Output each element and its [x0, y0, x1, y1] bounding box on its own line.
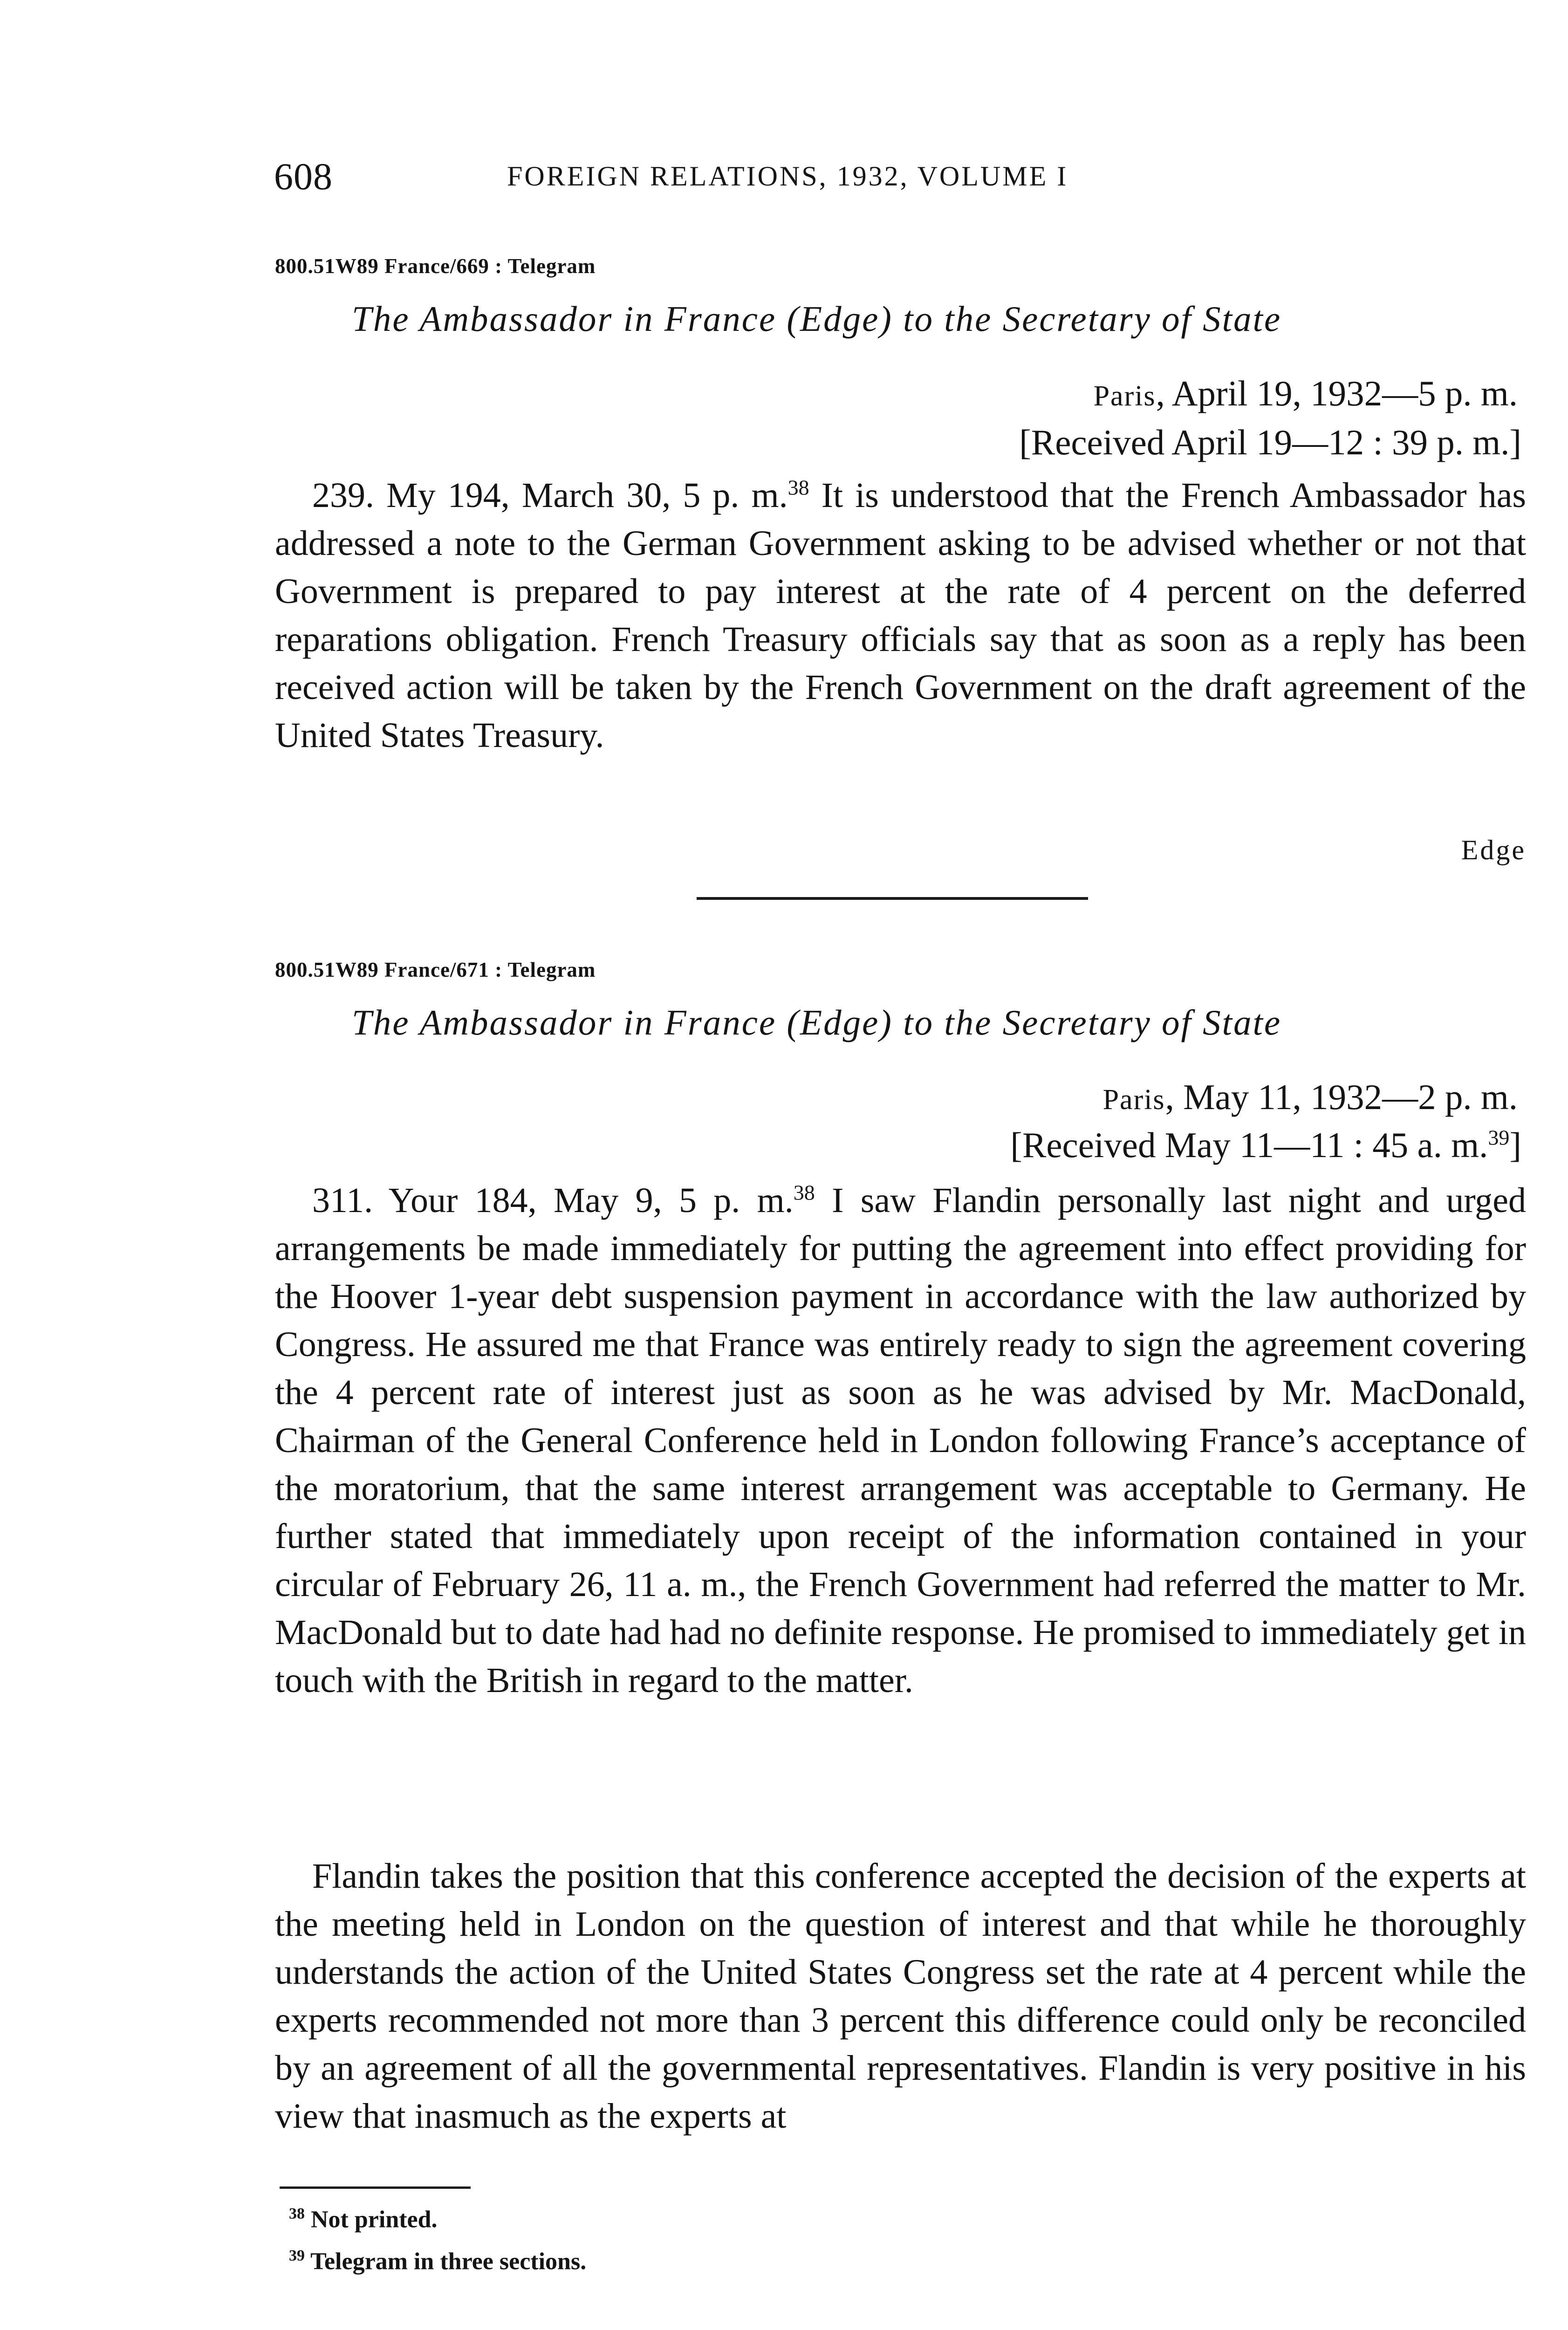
- paragraph-lead-2: 311. Your 184, May 9, 5 p. m.: [312, 1181, 794, 1220]
- received-text-2: [Received May 11—11 : 45 a. m.: [1010, 1125, 1488, 1165]
- received-line-2: [1010, 1124, 1521, 1166]
- running-head: FOREIGN RELATIONS, 1932, VOLUME I: [507, 161, 1068, 192]
- signature-1: Edge: [1461, 835, 1526, 865]
- footnote-39: [289, 2238, 586, 2280]
- footnotes: [289, 2196, 586, 2280]
- paragraph-body-2: I saw Flandin personally last night and urged arrangements be made immediately for putting the agreement into effect providing for the Hoover 1-year debt suspension payment in accordance with the law authorized by Congress. He assured me that France was entirely ready to sign the agreement covering the 4 percent rate of interest just as soon as he was advised by Mr. MacDonald, Chairman of the General Conference held in London following France’s acceptance of the moratorium, that the same interest arrangement was acceptable to Germany. He further stated that immediately upon receipt of the information contained in your circular of February 26, 11 a. m., the French Government had referred the matter to Mr. MacDonald but to date had had no definite response. He promised to immediately get in touch with the British in regard to the matter.: [275, 1181, 1527, 1700]
- dateline-2: [1103, 1076, 1518, 1118]
- footnote-text-39: Telegram in three sections.: [310, 2248, 587, 2275]
- footnote-ref-39: 39: [1488, 1125, 1510, 1150]
- page-header: [274, 155, 1532, 206]
- footnote-mark-39: 39: [289, 2247, 305, 2265]
- paragraph-lead-1: 239. My 194, March 30, 5 p. m.: [312, 476, 788, 515]
- dateline-place-1: Paris: [1093, 380, 1156, 412]
- page-number: 608: [274, 155, 333, 198]
- paragraph-body-1: It is understood that the French Ambassador has addressed a note to the German Government asking to be advised whether or not that Government is prepared to pay interest at the rate of 4 percent on the deferred reparations obligation. French Treasury officials say that as soon as a reply has been received action will be taken by the French Government on the draft agreement of the United States Treasury.: [275, 476, 1526, 755]
- telegram-paragraph-3: Flandin takes the position that this conference accepted the decision of the experts at the meeting held in London on the question of interest and that while he thoroughly understands the action of the United States Congress set the rate at 4 percent while the experts recommended not more than 3 percent this difference could only be reconciled by an agreement of all the governmental representatives. Flandin is very positive in his view that inasmuch as the experts at: [275, 1857, 1526, 2136]
- dateline-1: [1094, 373, 1518, 414]
- document-title-2: The Ambassador in France (Edge) to the Secretary of State: [352, 1002, 1282, 1042]
- dateline-place-2: Paris: [1102, 1084, 1165, 1116]
- section-divider: [697, 897, 1088, 900]
- footnote-ref-38: 38: [787, 475, 809, 500]
- document-title-1: The Ambassador in France (Edge) to the Secretary of State: [352, 299, 1282, 339]
- received-line-1: [Received April 19—12 : 39 p. m.]: [1019, 422, 1521, 462]
- footnote-rule: [280, 2186, 471, 2189]
- dateline-date-1: , April 19, 1932—5 p. m.: [1156, 373, 1518, 413]
- dateline-date-2: , May 11, 1932—2 p. m.: [1165, 1077, 1518, 1117]
- footnote-ref-38b: 38: [793, 1180, 815, 1205]
- telegram-paragraph-1: [275, 472, 1526, 760]
- received-close-2: ]: [1509, 1125, 1521, 1165]
- footnote-mark-38: 38: [289, 2205, 305, 2222]
- footnote-38: [289, 2196, 586, 2238]
- file-reference-1: 800.51W89 France/669 : Telegram: [275, 254, 596, 278]
- file-reference-2: 800.51W89 France/671 : Telegram: [275, 958, 596, 981]
- telegram-paragraph-2: [275, 1177, 1526, 1705]
- footnote-text-38: Not printed.: [311, 2206, 438, 2233]
